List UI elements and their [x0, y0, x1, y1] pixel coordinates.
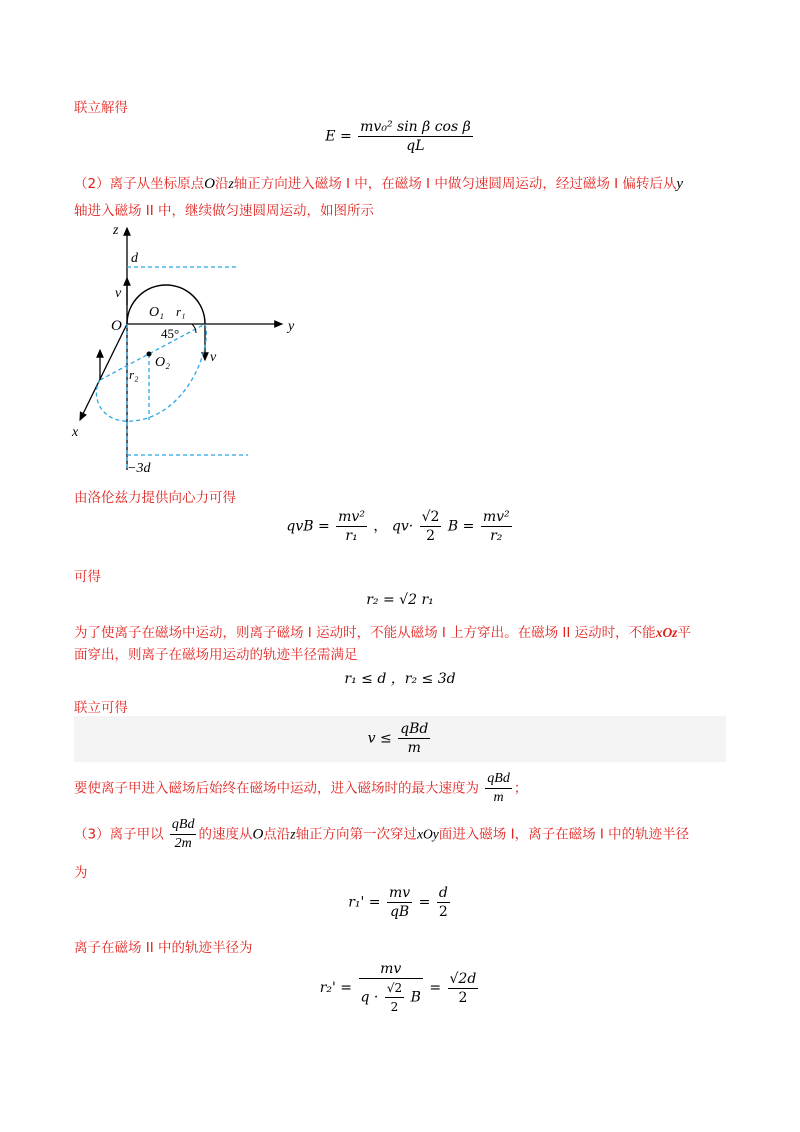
eq7-frac-a: [359, 960, 423, 1016]
label-r2: r₂: [129, 367, 139, 382]
paragraph-part3-line1: [74, 816, 689, 853]
eq7-den-frac: [385, 979, 404, 1016]
eq2-frac-a: [336, 508, 367, 545]
label-v2: v: [210, 350, 217, 365]
eq5-frac: [398, 720, 430, 757]
eq-E-num: mv₀² sin β cos β: [360, 119, 471, 135]
paragraph-part3-line2: 为: [74, 865, 88, 881]
p2-symbol-z: z: [228, 176, 234, 191]
p2-text-b: 沿: [214, 176, 229, 192]
paragraph-combine2: 联立可得: [74, 700, 128, 716]
eq2-frac-b: [420, 508, 442, 545]
p8-num: qBd: [171, 817, 195, 832]
angle-arc: [192, 324, 196, 333]
eq7-den-b: B: [410, 989, 421, 1006]
eq6-lhs: r₁' =: [348, 894, 381, 911]
label-y: y: [288, 319, 295, 334]
center-O2-point: [147, 352, 152, 357]
eq2-frac-a-num: mv²: [338, 509, 365, 525]
eq6-den: qB: [387, 902, 412, 921]
paragraph-field2-radius: 离子在磁场 II 中的轨迹半径为: [74, 940, 253, 956]
p8-text-a: （3）离子甲以: [74, 826, 164, 843]
label-O2: O₂: [155, 355, 170, 370]
equation-r1-prime: [0, 884, 800, 921]
paragraph-result: 可得: [74, 569, 101, 585]
eq-E-lhs: E =: [325, 128, 352, 145]
p8-symbol-xOy: xOy: [417, 826, 439, 842]
p7-den: m: [485, 788, 512, 807]
p7-text: 要使离子甲进入磁场后始终在磁场中运动，进入磁场时的最大速度为: [74, 780, 479, 797]
eq7-lhs: r₂' =: [319, 980, 353, 996]
eq2-frac-a-den: r₁: [336, 526, 367, 545]
eq7-den-a: q ·: [360, 989, 379, 1006]
eq-E-den: qL: [358, 136, 473, 155]
p7-end: ；: [513, 780, 528, 797]
eq2-lhs-b: qv·: [391, 518, 414, 535]
equation-lorentz: [0, 508, 800, 545]
eq6-num: mv: [389, 885, 411, 901]
trajectory-figure: [60, 220, 320, 480]
eq2-frac-b-den: 2: [420, 526, 442, 545]
eq2-lhs-a: qvB =: [286, 518, 330, 535]
label-z: z: [113, 223, 119, 238]
equation-limits: r₁ ≤ d ，r₂ ≤ 3d: [344, 671, 456, 687]
eq7-den: [359, 978, 423, 1016]
equation-r2: r₂ = √2 r₁: [366, 592, 434, 608]
label-minus-3d: −3d: [127, 461, 151, 476]
eq7-den-num: √2: [386, 981, 403, 995]
paragraph-lorentz: 由洛伦兹力提供向心力可得: [74, 490, 236, 506]
paragraph-max-speed: [74, 770, 527, 807]
eq7-den2: 2: [448, 988, 479, 1007]
p5-text-end: 平: [677, 625, 691, 641]
equation-E: [0, 118, 800, 155]
p8-text-b: 的速度从: [198, 826, 253, 843]
paragraph-condition-line2: 面穿出，则离子在磁场用运动的轨迹半径需满足: [74, 647, 358, 663]
eq6-num2: d: [438, 885, 448, 901]
p2-symbol-O: O: [204, 176, 215, 192]
paragraph-part2-line2: 轴进入磁场 II 中，继续做匀速圆周运动，如图所示: [74, 203, 375, 219]
eq5-num: qBd: [400, 721, 429, 737]
p2-symbol-y: y: [676, 176, 684, 192]
paragraph-combine: 联立解得: [74, 100, 128, 116]
p2-text-c: 轴正方向进入磁场 I 中，在磁场 I 中做匀速圆周运动，经过磁场 I 偏转后从: [233, 176, 677, 192]
eq7-num: mv: [380, 961, 402, 977]
eq2-mid-b: B =: [447, 518, 475, 535]
equation-r2-prime: [0, 960, 800, 1016]
eq7-eq: =: [429, 980, 442, 996]
p8-frac: [170, 816, 197, 853]
eq6-frac-b: [437, 884, 450, 921]
label-x: x: [72, 425, 79, 440]
x-axis: [80, 324, 127, 420]
label-O: O: [111, 318, 122, 334]
eq6-eq: =: [418, 894, 431, 911]
semicircle-trajectory: [127, 285, 205, 324]
label-angle: 45°: [161, 326, 180, 341]
paragraph-condition-line1: [74, 621, 691, 641]
eq7-num2: √2d: [449, 970, 477, 987]
eq5-lhs: v ≤: [367, 730, 392, 747]
p8-den: 2m: [170, 834, 197, 853]
label-d: d: [131, 251, 138, 266]
p8-text-e: 面进入磁场 I，离子在磁场 I 中的轨迹半径: [438, 826, 690, 843]
p7-num: qBd: [487, 771, 510, 786]
p8-text-d: 轴正方向第一次穿过: [295, 826, 418, 843]
label-v: v: [115, 286, 122, 301]
eq6-frac-a: [387, 884, 412, 921]
equation-vmax: [0, 720, 800, 757]
p5-text: 为了使离子在磁场中运动，则离子磁场 I 运动时，不能从磁场 I 上方穿出。在磁场 II 运动时，不能: [74, 625, 656, 641]
p8-text-c: 点沿: [263, 826, 291, 843]
eq2-frac-b-num: √2: [421, 509, 440, 525]
eq2-frac-c-den: r₂: [481, 526, 512, 545]
eq7-den-den: 2: [385, 997, 404, 1016]
eq-E-fraction: [358, 118, 473, 155]
eq2-sep: ，: [373, 518, 388, 535]
p5-symbol-xOz: xOz: [655, 625, 678, 640]
p8-symbol-z: z: [290, 826, 296, 842]
eq7-frac-b: [448, 970, 479, 1007]
p7-frac: [485, 770, 512, 807]
eq5-den: m: [398, 738, 430, 757]
p8-symbol-O: O: [252, 826, 264, 843]
label-O1: O₁: [149, 305, 164, 320]
eq2-frac-c: [481, 508, 512, 545]
p2-text-a: （2）离子从坐标原点: [74, 176, 205, 192]
paragraph-part2-line1: [74, 172, 683, 193]
label-r1: r₁: [176, 304, 186, 319]
eq6-den2: 2: [437, 902, 450, 921]
eq2-frac-c-num: mv²: [482, 509, 510, 525]
